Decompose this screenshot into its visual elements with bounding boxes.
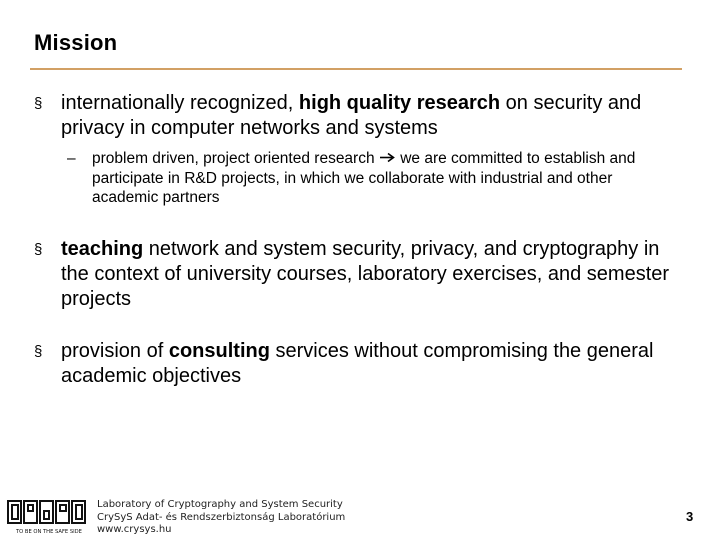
page-number: 3 [686,509,694,524]
bullet-text: internationally recognized, high quality research on security and privacy in computer networks and systems [61,92,642,139]
arrow-right-icon [379,152,396,163]
bullet-text: provision of consulting services without compromising the general academic objectives [61,340,654,387]
bullet-marker: § [34,95,43,112]
subbullet-marker: – [67,150,76,167]
footer-website-link[interactable]: www.crysys.hu [97,524,172,535]
bullet-marker: § [34,343,43,360]
title-underline [30,68,682,70]
subbullet-text: problem driven, project oriented research we are committed to establish and participate in R&D projects, in which we collaborate with industrial and other academic partners [92,150,636,206]
bullet-consulting [34,339,674,389]
bullet-text: teaching network and system security, privacy, and cryptography in the context of university courses, laboratory exercises, and semester projects [61,238,670,310]
subbullet-projects [67,149,677,208]
footer-lab-name-en: Laboratory of Cryptography and System Security [97,499,343,510]
slide-title: Mission [34,30,118,55]
footer-lab-name-hu: CrySyS Adat- és Rendszerbiztonság Laboratórium [97,511,346,523]
bullet-research [34,91,674,141]
crysys-logo [6,498,92,536]
logo-tagline: TO BE ON THE SAFE SIDE [16,529,82,535]
bullet-marker: § [34,241,43,258]
footer-lab-info [97,499,345,537]
bullet-teaching [34,237,674,312]
